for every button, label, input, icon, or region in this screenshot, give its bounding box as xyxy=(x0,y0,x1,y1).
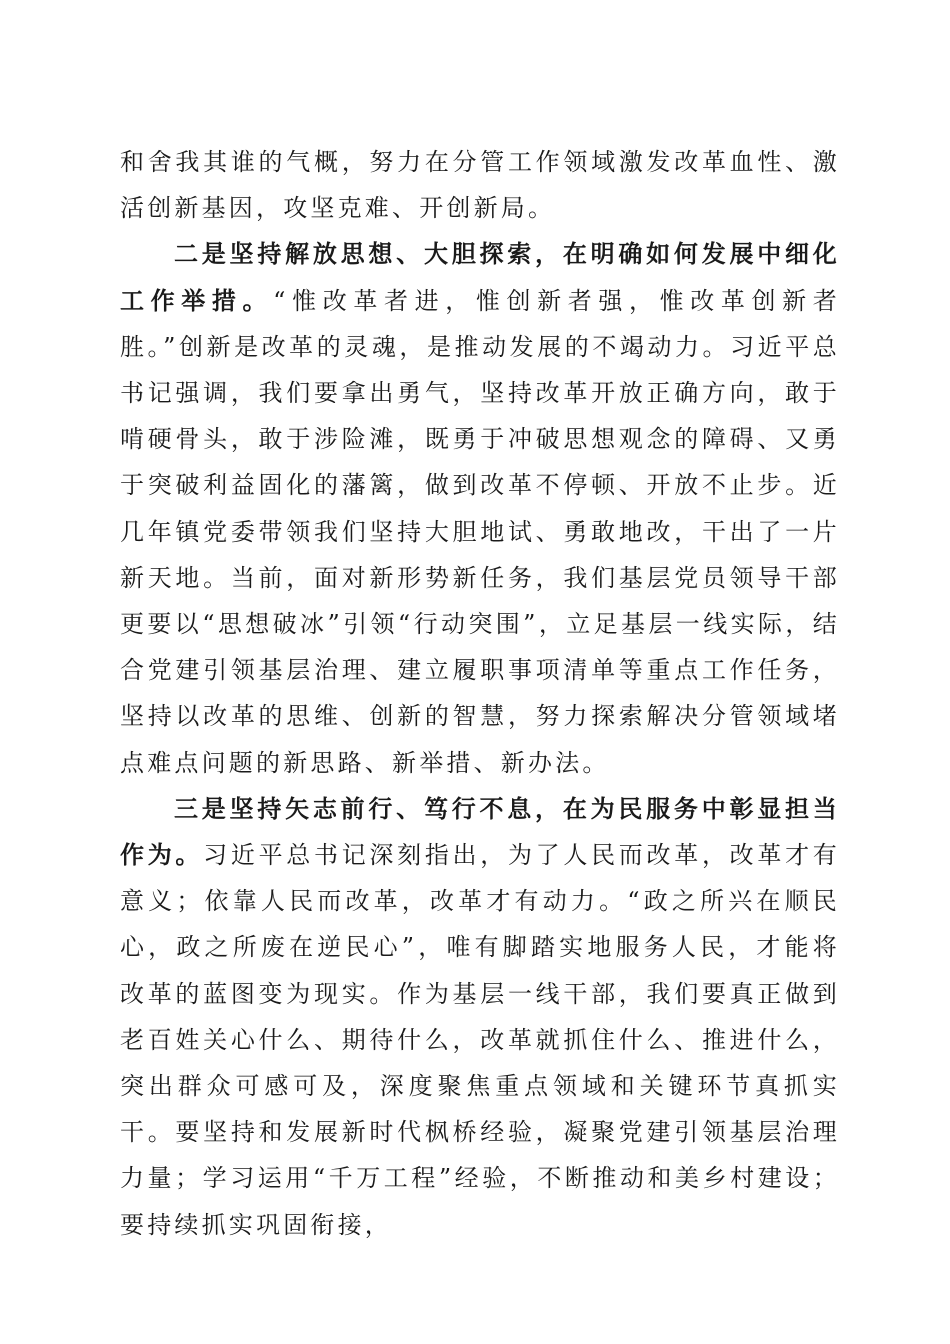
paragraph-3-text: 习近平总书记深刻指出，为了人民而改革，改革才有意义；依靠人民而改革，改革才有动力。“政之所兴在顺民心，政之所废在逆民心”，唯有脚踏实地服务人民，才能将改革的蓝图变为现实。作为基层一线干部，我们要真正做到老百姓关心什么、期待什么，改革就抓住什么、推进什么，突出群众可感可及，深度聚焦重点领域和关键环节真抓实干。要坚持和发展新时代枫桥经验，凝聚党建引领基层治理力量；学习运用“千万工程”经验，不断推动和美乡村建设；要持续抓实巩固衔接， xyxy=(120,841,840,1239)
document-body xyxy=(120,139,840,1248)
paragraph-continuation xyxy=(120,139,840,231)
paragraph-point-two xyxy=(120,231,840,785)
paragraph-point-three xyxy=(120,786,840,1248)
paragraph-3-lead: 三是坚持矢志前行、笃行不息，在为民服务中彰显担当作为。 xyxy=(120,793,840,870)
paragraph-2-text: “惟改革者进，惟创新者强，惟改革创新者胜。”创新是改革的灵魂，是推动发展的不竭动力。习近平总书记强调，我们要拿出勇气，坚持改革开放正确方向，敢于啃硬骨头，敢于涉险滩，既勇于冲破思想观念的障碍、又勇于突破利益固化的藩篱，做到改革不停顿、开放不止步。近几年镇党委带领我们坚持大胆地试、勇敢地改，干出了一片新天地。当前，面对新形势新任务，我们基层党员领导干部更要以“思想破冰”引领“行动突围”，立足基层一线实际，结合党建引领基层治理、建立履职事项清单等重点工作任务，坚持以改革的思维、创新的智慧，努力探索解决分管领域堵点难点问题的新思路、新举措、新办法。 xyxy=(120,286,841,777)
paragraph-2-lead: 二是坚持解放思想、大胆探索，在明确如何发展中细化工作举措。 xyxy=(120,239,840,315)
paragraph-1-text: 和舍我其谁的气概，努力在分管工作领域激发改革血性、激活创新基因，攻坚克难、开创新局。 xyxy=(120,148,840,223)
